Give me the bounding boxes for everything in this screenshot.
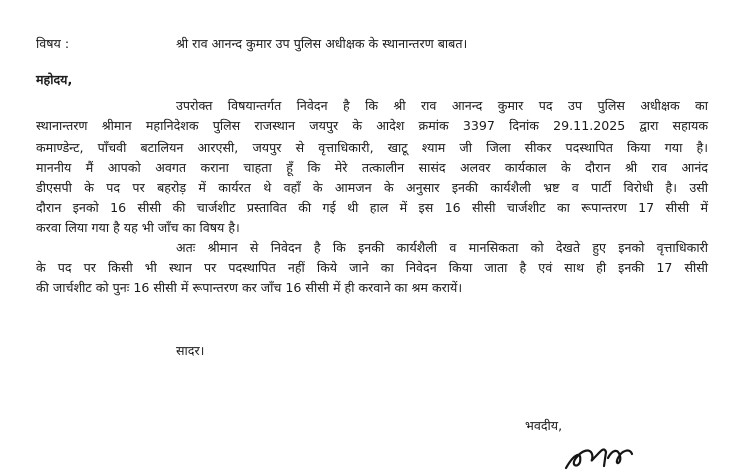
para1-line: डीएसपी के पद पर बहरोड़ में कार्यरत थे वहाँ के आमजन के अनुसार इनकी कार्यशैली भ्रष्ट व पार्टी विरोधी है। उसी	[36, 180, 708, 195]
para1-line: दौरान इनको 16 सीसी की चार्जशीट प्रस्तावित की गई थी हाल में इस 16 सीसी चार्जशीट का रूपान्तरण 17 सीसी में	[36, 200, 708, 215]
para2-line: के पद पर किसी भी स्थान पर पदस्थापित नहीं किये जाने का निवेदन किया जाता है एवं साथ ही इनकी 17 सीसी	[36, 260, 708, 275]
para1-line: उपरोक्त विषयान्तर्गत निवेदन है कि श्री राव आनन्द कुमार पद उप पुलिस अधीक्षक का	[176, 98, 708, 113]
subject-label: विषय :	[36, 36, 70, 51]
signature	[560, 440, 650, 470]
para1-line: माननीय मैं आपको अवगत कराना चाहता हूँ कि मेरे तत्कालीन सासंद अलवर कार्यकाल के दौरान श्री राव आनंद	[36, 160, 708, 175]
closing: सादर।	[176, 343, 205, 358]
signoff: भवदीय,	[525, 418, 563, 433]
para1-line: करवा लिया गया है यह भी जाँच का विषय है।	[36, 220, 240, 235]
salutation: महोदय,	[36, 72, 73, 87]
para1-line: स्थानान्तरण श्रीमान महानिदेशक पुलिस राजस्थान जयपुर के आदेश क्रमांक 3397 दिनांक 29.11.2025 द्वारा सहायक	[36, 118, 708, 133]
subject-text: श्री राव आनन्द कुमार उप पुलिस अधीक्षक के स्थानान्तरण बाबत।	[176, 36, 468, 51]
para2-line: अतः श्रीमान से निवेदन है कि इनकी कार्यशैली व मानसिकता को देखते हुए इनको वृत्ताधिकारी	[176, 240, 708, 255]
para1-line: कमाण्डेन्ट, पाँचवी बटालियन आरएसी, जयपुर से वृत्ताधिकारी, खाटू श्याम जी जिला सीकर पदस्थापित किया गया है।	[36, 140, 708, 155]
para2-line: की जार्चशीट को पुनः 16 सीसी में रूपान्तरण कर जाँच 16 सीसी में ही करवाने का श्रम करायें।	[36, 280, 463, 295]
